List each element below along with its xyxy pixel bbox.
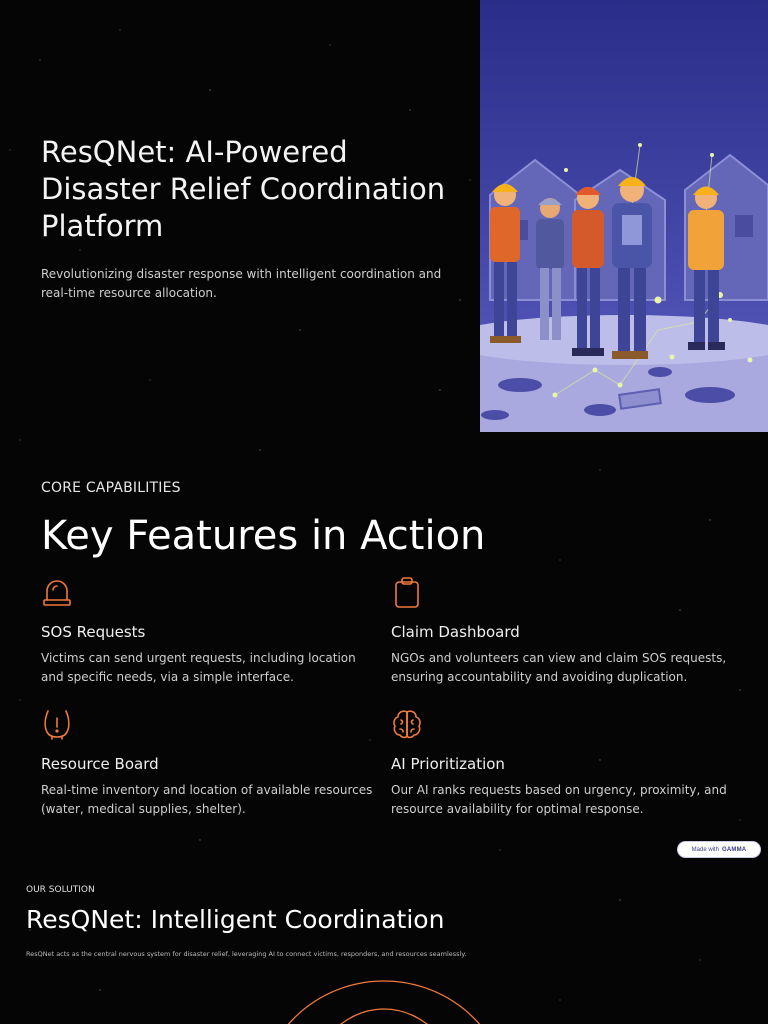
feature-title: AI Prioritization <box>391 755 505 773</box>
concentric-rings-graphic <box>240 975 530 1024</box>
feature-description: Victims can send urgent requests, including location and specific needs, via a simple interface. <box>41 651 356 684</box>
feature-resource-board <box>41 708 381 816</box>
made-with-label: Made with <box>691 846 719 853</box>
brain-icon <box>391 708 423 740</box>
clipboard-icon <box>391 576 423 608</box>
hero-subtitle: Revolutionizing disaster response with intelligent coordination and real-time resource allocation. <box>41 267 442 300</box>
feature-ai-prioritization <box>391 708 731 816</box>
feature-title: Resource Board <box>41 755 159 773</box>
feature-description: Our AI ranks requests based on urgency, proximity, and resource availability for optimal response. <box>391 783 727 816</box>
feature-description: NGOs and volunteers can view and claim SOS requests, ensuring accountability and avoiding duplication. <box>391 651 727 684</box>
feature-sos-requests <box>41 576 381 684</box>
made-with-gamma-badge[interactable] <box>677 841 761 858</box>
solution-description: ResQNet acts as the central nervous system for disaster relief, leveraging AI to connect victims, responders, and resources seamlessly. <box>26 950 467 958</box>
alert-sack-icon <box>41 708 73 740</box>
solution-title: ResQNet: Intelligent Coordination <box>26 905 445 934</box>
feature-title: Claim Dashboard <box>391 623 520 641</box>
solution-eyebrow: OUR SOLUTION <box>26 885 95 895</box>
feature-title: SOS Requests <box>41 623 146 641</box>
gamma-logo: GAMMA <box>722 846 747 853</box>
hero-illustration <box>480 0 768 432</box>
siren-icon <box>41 576 73 608</box>
capabilities-title: Key Features in Action <box>41 513 486 559</box>
feature-description: Real-time inventory and location of available resources (water, medical supplies, shelter). <box>41 783 373 816</box>
feature-claim-dashboard <box>391 576 731 684</box>
hero-title: ResQNet: AI-Powered Disaster Relief Coordination Platform <box>41 135 446 243</box>
capabilities-eyebrow: CORE CAPABILITIES <box>41 480 181 496</box>
